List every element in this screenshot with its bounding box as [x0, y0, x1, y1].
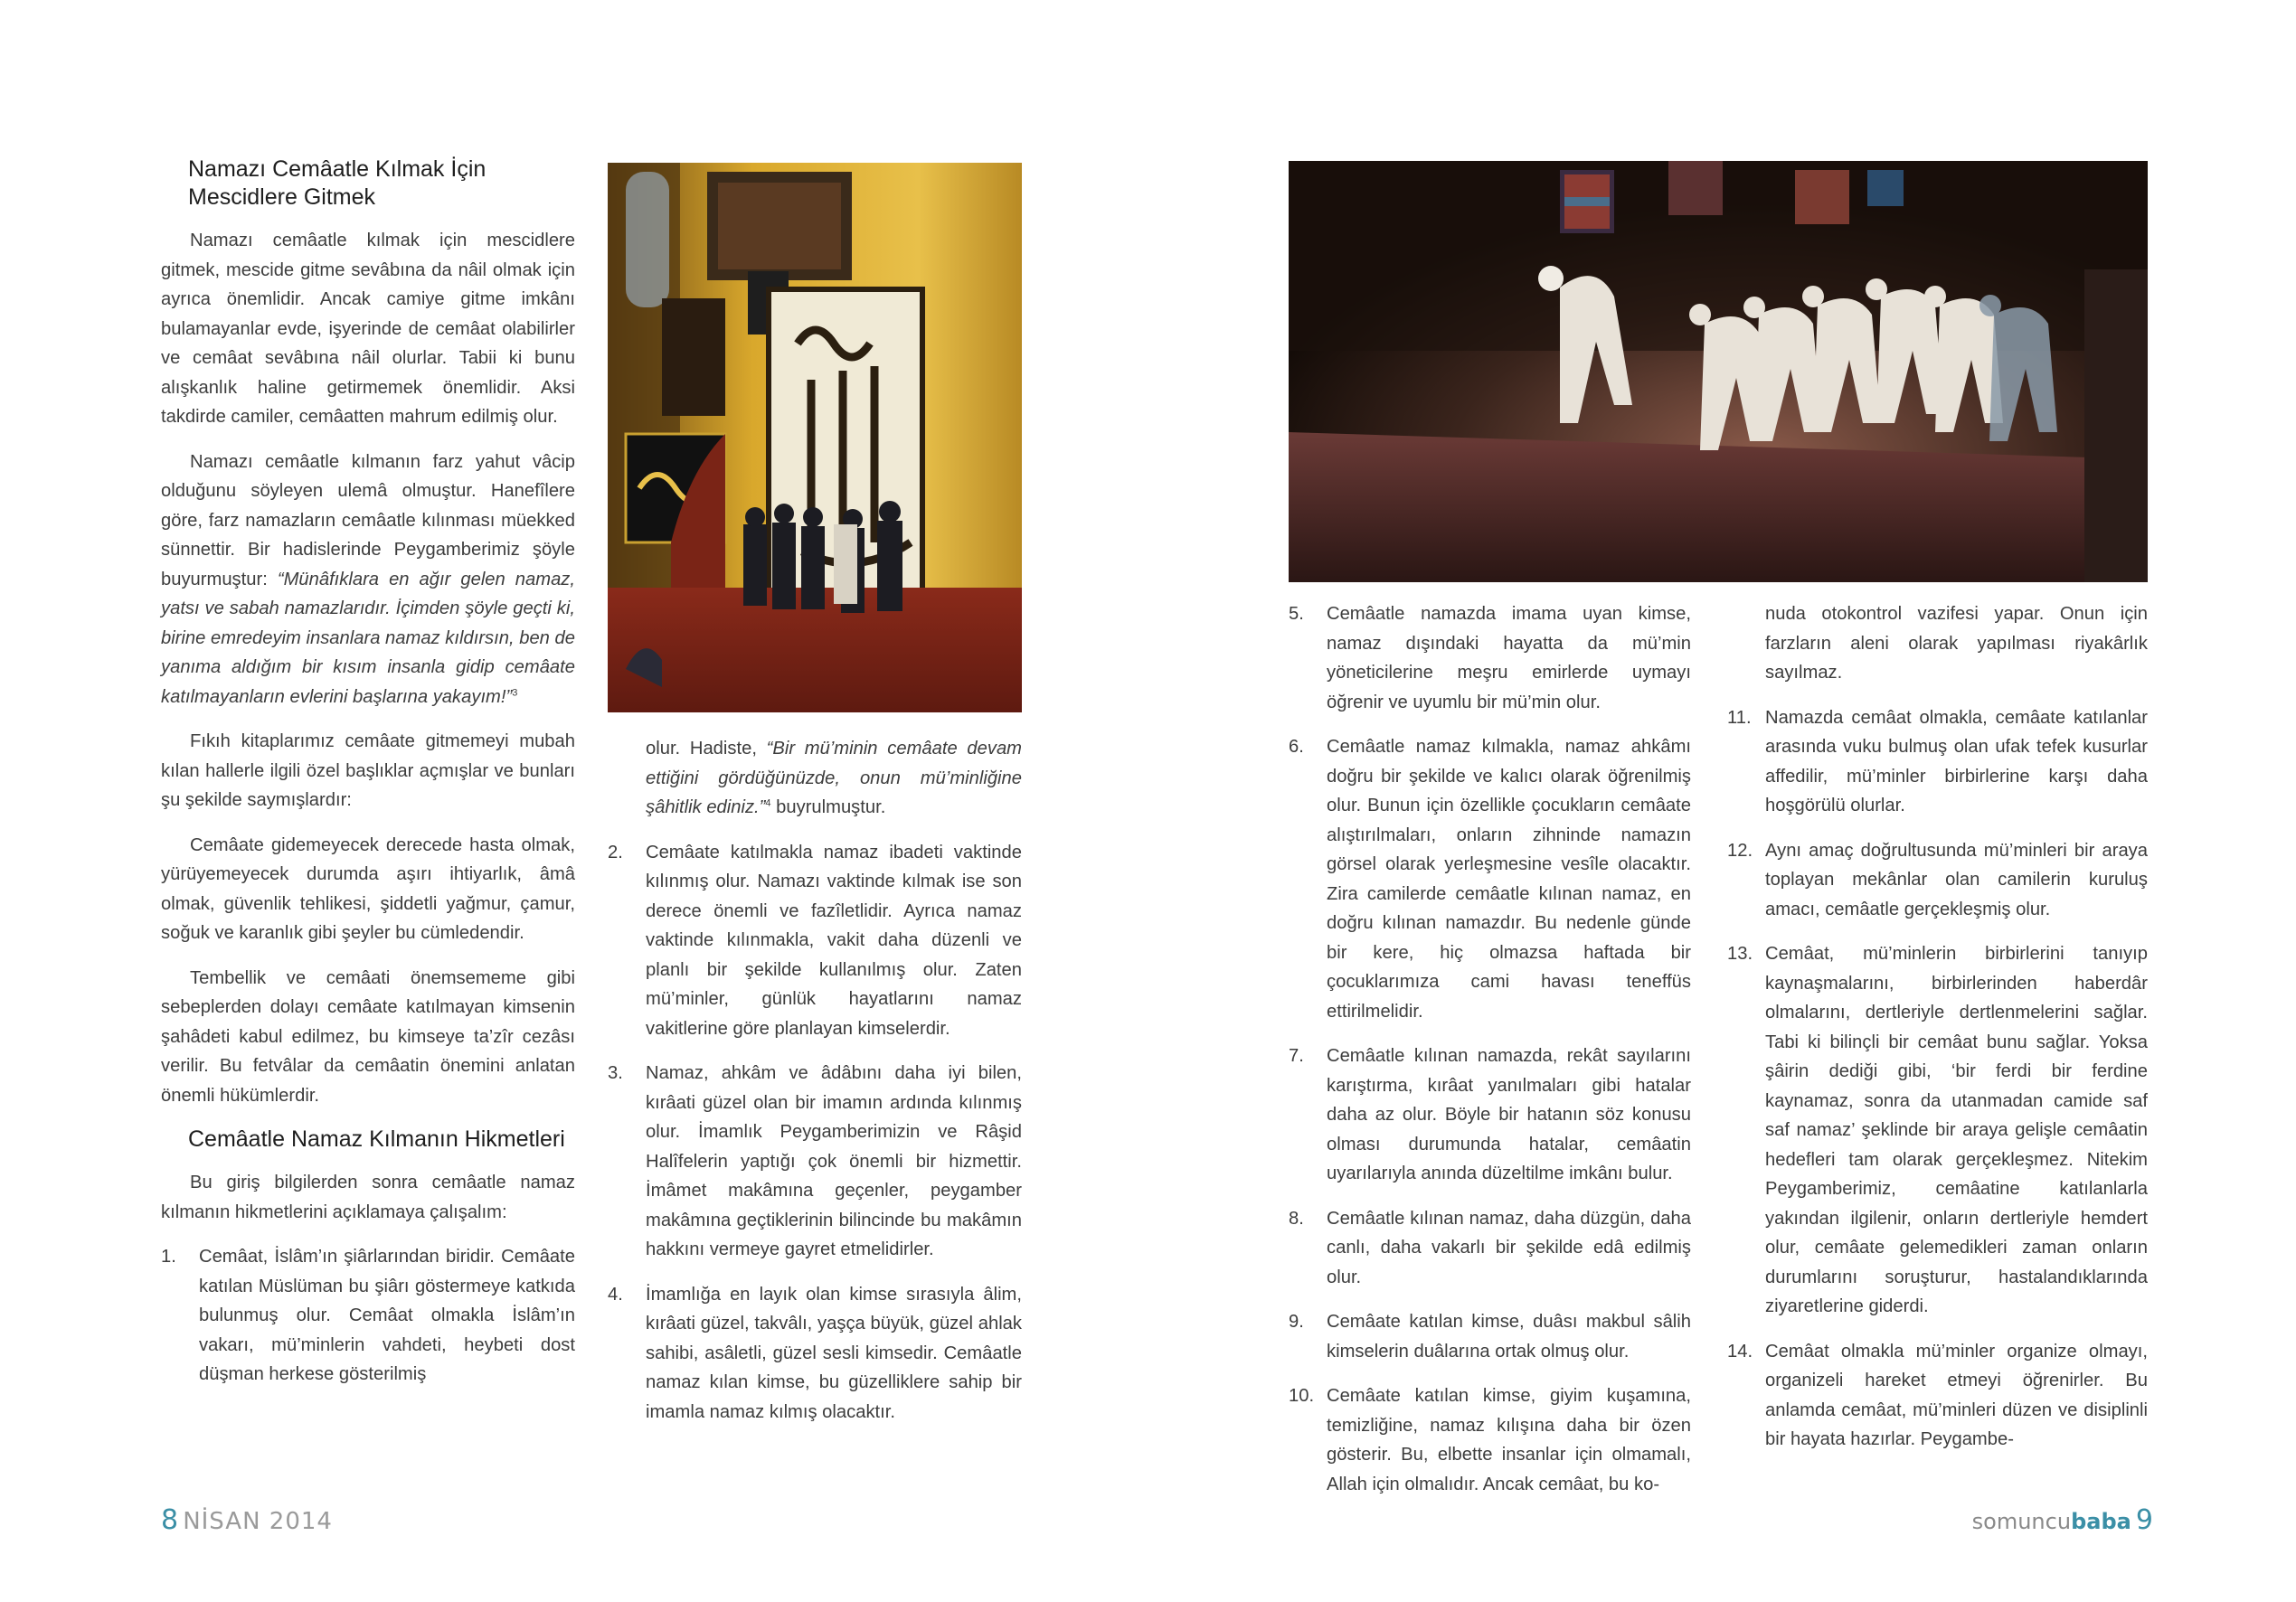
list-text: Cemâat, mü’minlerin birbirlerini tanıyıp kaynaşmalarını, birbirlerinden haberdâr olmalarını, dertleriyle dertlenmelerini sağlar. Tabi ki bilinçli bir cemâat bunu sağlar. Yoksa şâirin dediği gibi, ‘bir ferdi bir ferdine kaynamaz, sonra da utanmadan camide saf saf namaz’ şeklinde bir araya gelişle cemâatin hedefleri tam olarak gerçekleşmez. Nitekim Peygamberimiz, cemâatine katılanlarla yakından ilgilenir, onların dertleriyle hemdert olur, cemâate gelemedikleri zaman onların durumlarını soruşturur, hastalandıklarında ziyaretlerine giderdi. [1765, 944, 2148, 1316]
list-number: 14. [1727, 1341, 1753, 1362]
list-text: Cemâat, İslâm’ın şiârlarından biridir. Cemâate katılan Müslüman bu şiârı göstermeye katkıda bulunmuş olur. Cemâat olmakla İslâm’ın vakarı, mü’minlerin vahdeti, heybeti dost düşman herkese gösterilmiş [199, 1247, 575, 1384]
paragraph: Bu giriş bilgilerden sonra cemâatle namaz kılmanın hikmetlerini açıklamaya çalışalım: [161, 1173, 575, 1222]
page-number: 8 [161, 1504, 179, 1536]
list-item [1727, 836, 2148, 925]
paragraph: Fıkıh kitaplarımız cemâate gitmemeyi mubah kılan hallerle ilgili özel başlıklar açmışlar ve bunları şu şekilde saymışlardır: [161, 731, 575, 810]
footnote-ref: 4 [765, 797, 771, 809]
list-text: Namazda cemâat olmakla, cemâate katılanlar arasında vuku bulmuş olan ufak tefek kusurlar affedilir, mü’minler birbirlerine karşı daha hoşgörülü olurlar. [1765, 707, 2148, 815]
left-folio [161, 1504, 333, 1536]
logo-bold: baba [2071, 1509, 2131, 1534]
list-item [1289, 1307, 1691, 1366]
list-item [608, 838, 1022, 1044]
list-number: 9. [1289, 1312, 1304, 1332]
list-text: Cemâate katılmakla namaz ibadeti vaktinde kılınmış olur. Namazı vaktinde kılmak ise son derece önemli ve fazîletlidir. Ayrıca namaz vaktinde kılınmakla, vakit daha düzenli ve planlı bir şekilde kullanılmış olur. Zaten mü’minler, günlük hayatlarını namaz vakitlerine göre planlayan kimselerdir. [646, 842, 1022, 1039]
right-folio [1972, 1504, 2153, 1536]
mosque-calligraphy-photo [608, 163, 1022, 712]
logo-light: somuncu [1971, 1509, 2072, 1534]
list-item [161, 1242, 575, 1390]
paragraph: Cemâate gidemeyecek derecede hasta olmak, yürüyemeyecek durumda aşırı ihtiyarlık, âmâ olmak, güvenlik tehlikesi, şiddetli yağmur, çamur, soğuk ve karanlık gibi şeyler bu cümledendir. [161, 834, 575, 943]
mosque-calligraphy-image [608, 163, 1022, 712]
footnote-ref: 3 [512, 686, 518, 698]
hadith-quote: “Bir mü’minin cemâate devam ettiğini gördüğünüzde, onun mü’minliğine şâhitlik ediniz.” [646, 739, 1022, 817]
list-number: 1. [161, 1247, 176, 1267]
list-item [1289, 599, 1691, 717]
list-text: Cemâatle kılınan namaz, daha düzgün, daha canlı, daha vakarlı bir şekilde edâ edilmiş olur. [1327, 1208, 1691, 1287]
list-item [608, 1059, 1022, 1265]
section-heading-hikmetler: Cemâatle Namaz Kılmanın Hikmetleri [188, 1126, 565, 1152]
column-3 [1289, 599, 1691, 1514]
issue-date: NİSAN 2014 [183, 1508, 333, 1535]
list-number: 2. [608, 842, 623, 862]
list-item [1289, 1041, 1691, 1189]
list-number: 7. [1289, 1046, 1304, 1066]
list-number: 10. [1289, 1386, 1315, 1406]
list-text: Cemâate katılan kimse, giyim kuşamına, temizliğine, namaz kılışına daha bir özen gösterir. Bu, elbette insanlar için olmamalı, Allah için olmalıdır. Ancak cemâat, bu ko- [1327, 1386, 1691, 1494]
section-heading: Namazı Cemâatle Kılmak İçin Mescidlere Gitmek [188, 156, 487, 210]
list-item [1289, 1204, 1691, 1293]
paragraph-text: Namazı cemâatle kılmanın farz yahut vâcip olduğunu söyleyen ulemâ olmuştur. Hanefîlere göre, farz namazların cemâatle kılınması müekked sünnettir. Bir hadislerinde Peygamberimiz şöyle buyurmuştur: [161, 451, 575, 589]
list-text: Aynı amaç doğrultusunda mü’minleri bir araya toplayan mekânlar olan camilerin kuruluş amacı, cemâatle gerçekleşmiş olur. [1765, 840, 2148, 919]
congregation-prayer-photo [1289, 161, 2148, 582]
list-number: 6. [1289, 737, 1304, 757]
list-item [1727, 939, 2148, 1322]
list-text: Cemâatle namaz kılmakla, namaz ahkâmı doğru bir şekilde ve kalıcı olarak öğrenilmiş olur. Bunun için özellikle çocukların cemâate alıştırılmaları, onların zihninde namazın görsel olarak yerleşmesine vesîle olacaktır. Zira camilerde cemâatle kılınan namaz, en doğru kılınan namazdır. Bu nedenle günde bir kere, hiç olmazsa haftada bir çocuklarımıza cami havası teneffüs ettirilmelidir. [1327, 737, 1691, 1022]
list-text: Cemâate katılan kimse, duâsı makbul sâlih kimselerin duâlarına ortak olmuş olur. [1327, 1312, 1691, 1362]
paragraph: Namazı cemâatle kılmak için mescidlere gitmek, mescide gitme sevâbına da nâil olmak için ayrıca önemlidir. Ancak camiye gitme imkânı bulamayanlar evde, işyerinde de cemâat olabilirler ve cemâat sevâbına nâil olurlar. Tabii ki bunu alışkanlık haline getirmemek önemlidir. Aksi takdirde camiler, cemâatten mahrum edilmiş olur. [161, 231, 575, 427]
list-item [1727, 703, 2148, 821]
magazine-logo [1972, 1509, 2131, 1534]
list-item [608, 1280, 1022, 1428]
list-item [1727, 1337, 2148, 1455]
paragraph-with-hadith [161, 448, 575, 712]
page-number: 9 [2135, 1504, 2153, 1536]
hadith-quote: “Münâfıklara en ağır gelen namaz, yatsı ve sabah namazlarıdır. İçimden şöyle geçti ki, birine emredeyim insanlara namaz kıldırsın, ben de yanıma aldığım bir kısım insanla gidip cemâate katılmayanların evlerini başlarına yakayım!” [161, 569, 575, 707]
column-2 [608, 734, 1022, 1442]
list-number: 13. [1727, 944, 1753, 964]
list-item [1289, 732, 1691, 1026]
list-number: 4. [608, 1284, 623, 1305]
right-page [1148, 0, 2296, 1602]
list-number: 12. [1727, 840, 1753, 861]
list-text: Cemâat olmakla mü’minler organize olmayı, organizeli hareket etmeyi öğrenirler. Bu anlamda cemâat, mü’minleri düzen ve disiplinli bir hayata hazırlar. Peygambe- [1765, 1341, 2148, 1449]
column-1 [161, 155, 575, 1405]
list-number: 11. [1727, 707, 1752, 728]
column-4 [1727, 599, 2148, 1470]
list-number: 3. [608, 1063, 623, 1083]
list-number: 5. [1289, 604, 1304, 624]
paragraph-text: olur. Hadiste, [646, 739, 767, 759]
congregation-prayer-image [1289, 161, 2148, 582]
continued-paragraph: nuda otokontrol vazifesi yapar. Onun için farzların aleni olarak yapılması riyakârlık sayılmaz. [1765, 604, 2148, 683]
list-text: Cemâatle namazda imama uyan kimse, namaz dışındaki hayatta da mü’min yöneticilerine meşru emirlerde uymayı öğrenir ve uyumlu bir mü’min olur. [1327, 604, 1691, 712]
paragraph: Tembellik ve cemâati önemsememe gibi sebeplerden dolayı cemâate katılmayan kimsenin şahâdeti kabul edilmez, bu kimseye ta’zîr cezâsı verilir. Bu fetvâlar da cemâatin önemini anlatan önemli hükümlerdir. [161, 967, 575, 1106]
paragraph-text: buyrulmuştur. [770, 797, 886, 817]
list-text: Namaz, ahkâm ve âdâbını daha iyi bilen, kırâati güzel olan bir imamın ardında kılınmış olur. İmamlık Peygamberimizin ve Râşid Halîfelerin yaptığı çok önemli bir hizmettir. İmâmet makâmına geçenler, peygamber makâmına geçtiklerinin bilincinde bu makâmın hakkını vermeye gayret etmelidirler. [646, 1063, 1022, 1259]
continued-paragraph [608, 734, 1022, 823]
list-number: 8. [1289, 1208, 1304, 1229]
list-item [1289, 1381, 1691, 1499]
list-text: Cemâatle kılınan namazda, rekât sayılarını karıştırma, kırâat yanılmaları gibi hatalar daha az olur. Böyle bir hatanın söz konusu olması durumunda hatalar, cemâatin uyarılarıyla anında düzeltilme imkânı bulur. [1327, 1046, 1691, 1183]
list-text: İmamlığa en layık olan kimse sırasıyla âlim, kırâati güzel, takvâlı, yaşça büyük, güzel ahlak sahibi, asâletli, güzel sesli kimsedir. Cemâatle namaz kılan kimse, bu güzelliklere sahip bir imamla namaz kılmış olacaktır. [646, 1284, 1022, 1422]
